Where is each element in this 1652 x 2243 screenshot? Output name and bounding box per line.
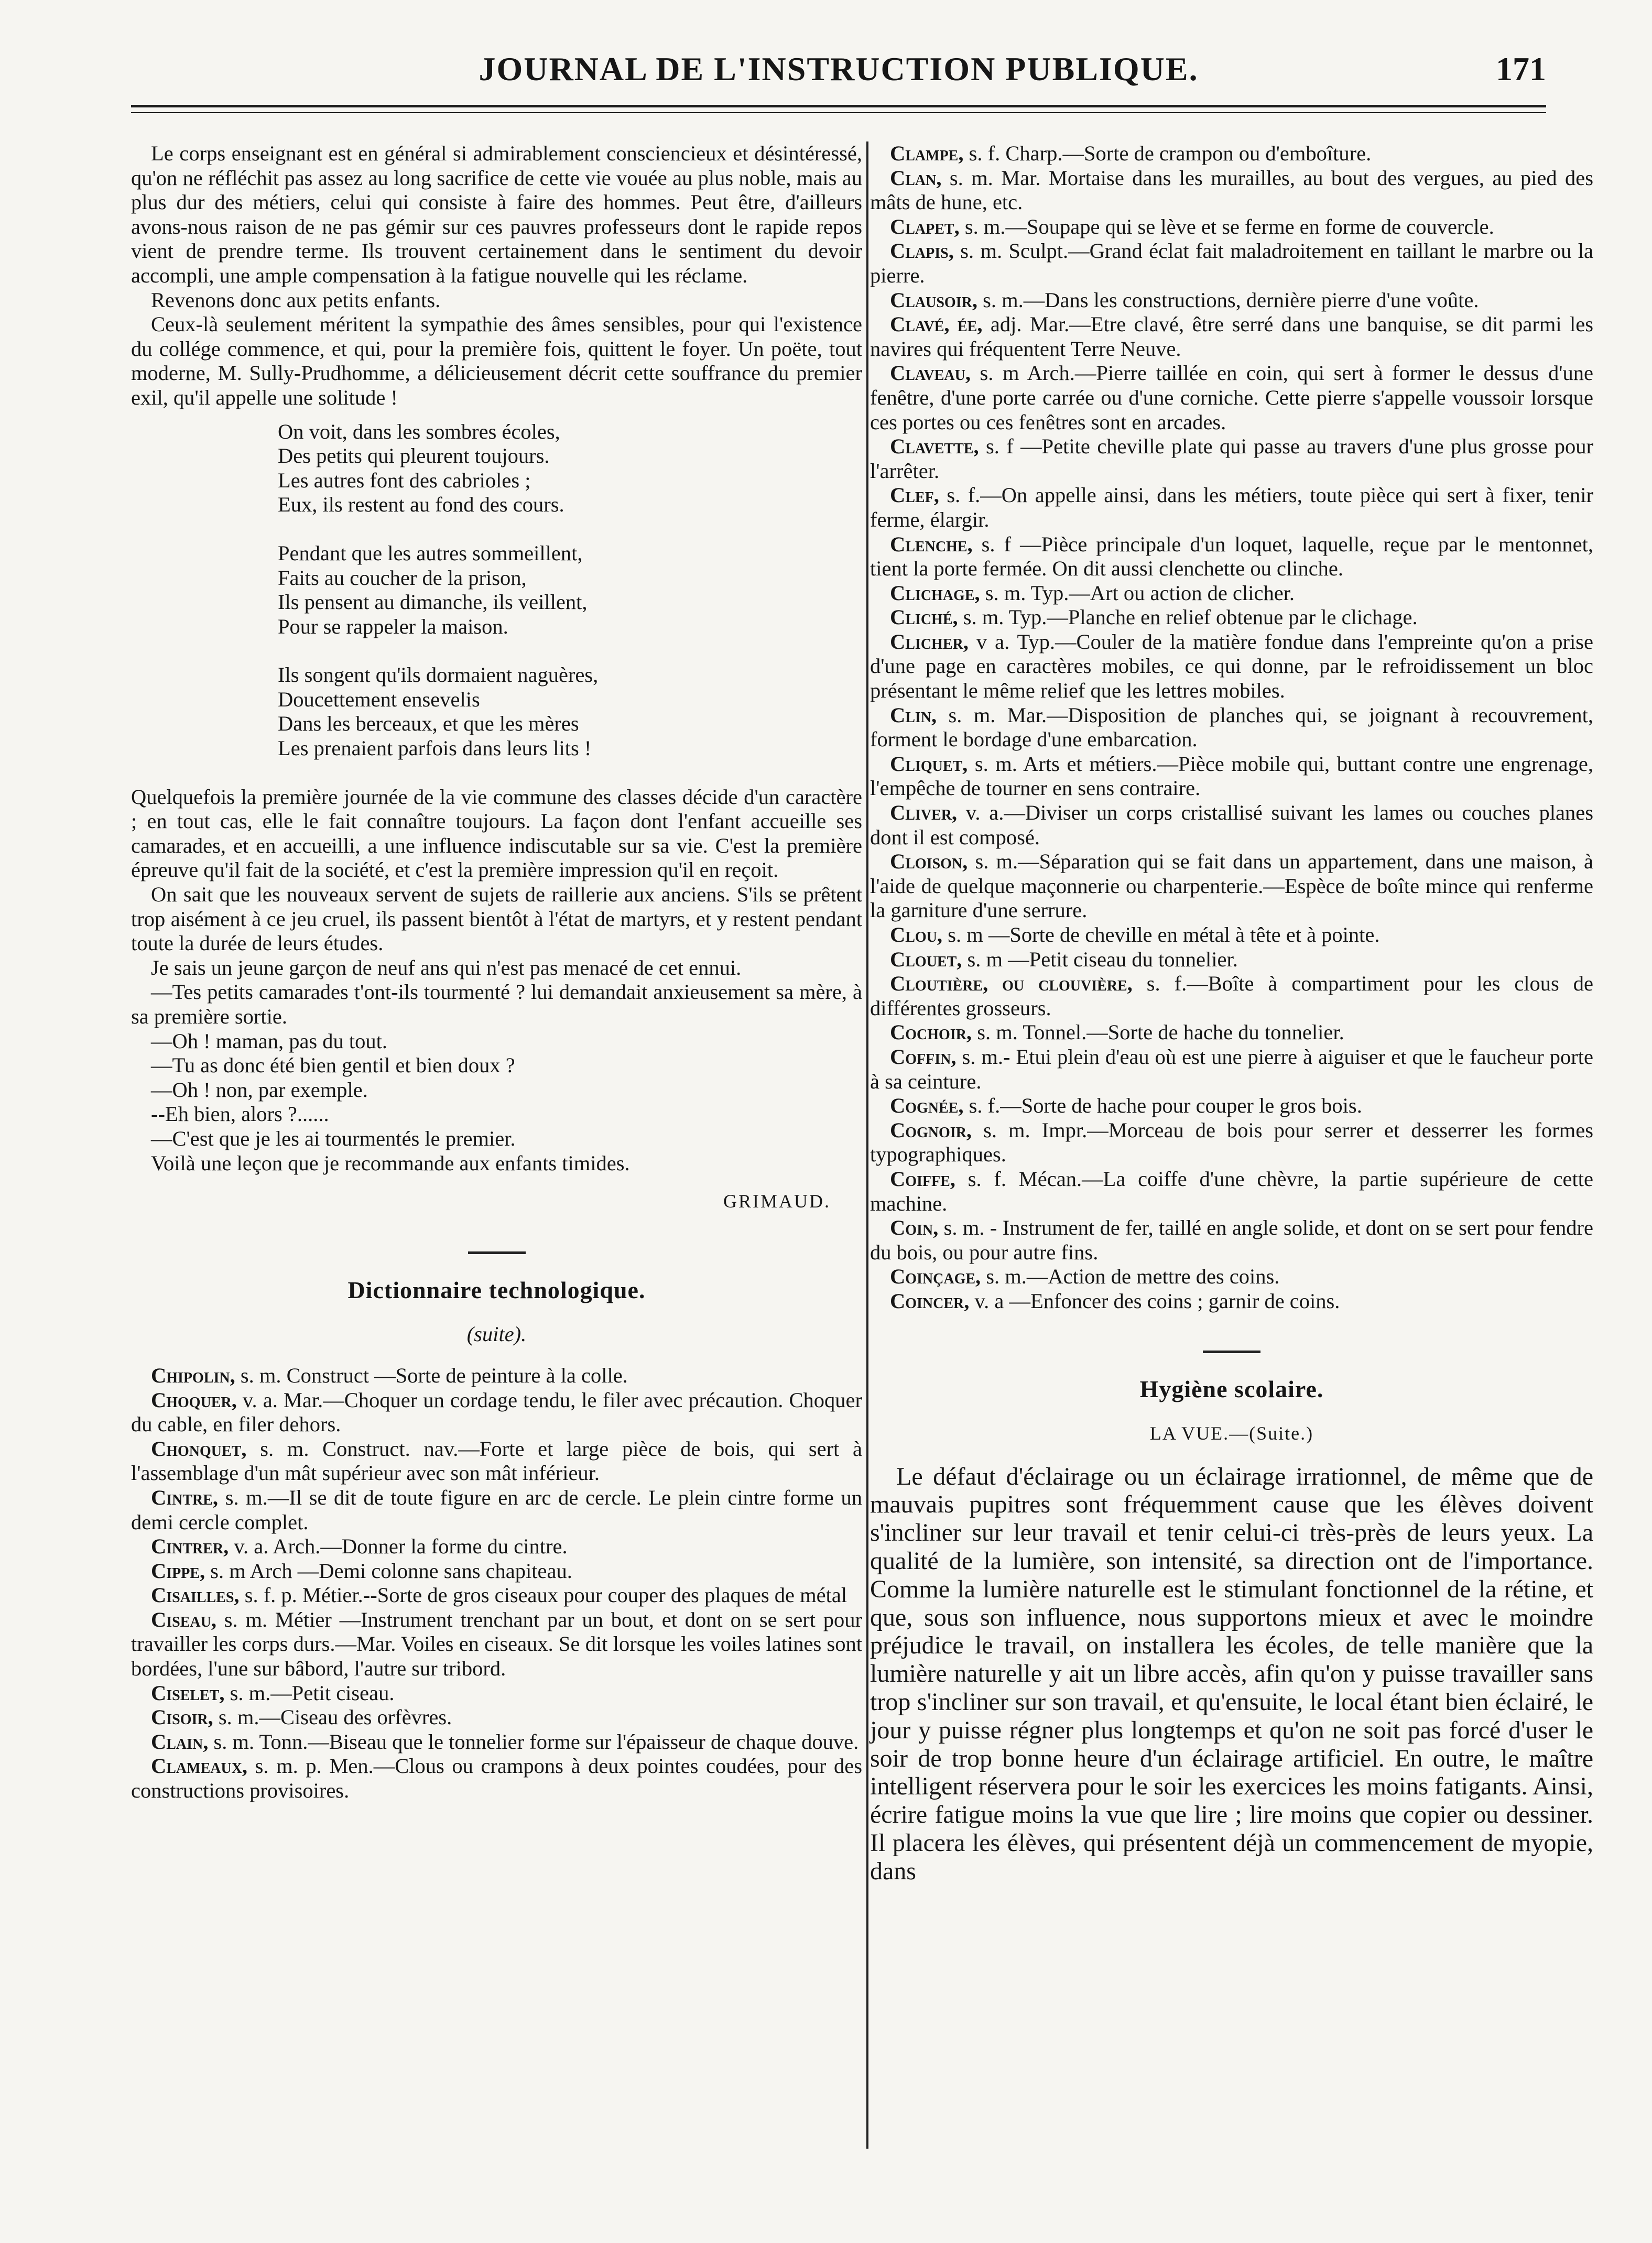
entry-definition: s. m. Sculpt.—Grand éclat fait maladroitement en taillant le marbre ou la pierre. bbox=[870, 239, 1593, 287]
poem-stanza bbox=[278, 663, 862, 760]
entry-definition: s. f. Mécan.—La coiffe d'une chèvre, la partie supérieure de cette machine. bbox=[870, 1167, 1593, 1215]
entry-headword: Cisailles, bbox=[151, 1583, 240, 1607]
entry-definition: s. m.—Séparation qui se fait dans un appartement, dans une maison, à l'aide de quelque maçonnerie ou charpenterie.—Espèce de boîte mince qui renferme la garniture d'une serrure. bbox=[870, 850, 1593, 922]
entry-definition: s. m. - Instrument de fer, taillé en angle solide, et dont on se sert pour fendre du bois, ou pour autre fins. bbox=[870, 1216, 1593, 1264]
entry-definition: v. a.—Diviser un corps cristallisé suivant les lames ou couches planes dont il est composé. bbox=[870, 801, 1593, 849]
article-paragraph: —Tu as donc été bien gentil et bien doux ? bbox=[151, 1053, 515, 1077]
dictionary-entry bbox=[870, 850, 1593, 923]
poem-line: Des petits qui pleurent toujours. bbox=[278, 444, 550, 468]
dictionary-entry bbox=[131, 1559, 862, 1584]
entry-definition: s. m —Petit ciseau du tonnelier. bbox=[962, 947, 1238, 971]
entry-headword: Cognée, bbox=[890, 1094, 964, 1118]
entry-headword: Clou, bbox=[890, 923, 943, 946]
entry-definition: s. m. Construct. nav.—Forte et large pièce de bois, qui sert à l'assemblage d'un mât supérieur avec son mât inférieur. bbox=[131, 1436, 862, 1485]
entry-headword: Choquer, bbox=[151, 1388, 237, 1412]
dictionary-entry bbox=[131, 1583, 862, 1608]
dictionary-entry bbox=[870, 239, 1593, 288]
dictionary-entry bbox=[870, 532, 1593, 581]
entry-headword: Coiffe, bbox=[890, 1167, 955, 1191]
dictionary-entry bbox=[131, 1437, 862, 1486]
entry-headword: Clavé, ée, bbox=[890, 312, 983, 336]
section-separator bbox=[468, 1251, 526, 1254]
article-paragraph: On sait que les nouveaux servent de sujets de raillerie aux anciens. S'ils se prêtent trop aisément à ce jeu cruel, ils passent bientôt à l'état de martyrs, et y restent pendant toute la durée de leurs études. bbox=[131, 883, 862, 955]
entry-headword: Clavette, bbox=[890, 434, 979, 459]
column-divider bbox=[866, 141, 868, 2149]
dictionary-entries bbox=[131, 1364, 862, 1803]
entry-headword: Clameaux, bbox=[151, 1754, 248, 1778]
header-rule-thick bbox=[131, 105, 1546, 107]
entry-headword: Coinçage, bbox=[890, 1265, 981, 1289]
dictionary-entry bbox=[870, 1289, 1593, 1314]
dictionary-entry bbox=[870, 703, 1593, 752]
journal-title: JOURNAL DE L'INSTRUCTION PUBLIQUE. bbox=[479, 50, 1199, 88]
entry-headword: Clapet, bbox=[890, 214, 960, 238]
dictionary-entry bbox=[131, 1754, 862, 1803]
entry-headword: Cliver, bbox=[890, 801, 958, 825]
entry-definition: s. m Arch.—Pierre taillée en coin, qui sert à former le dessus d'une fenêtre, d'une porte carrée ou d'une corniche. Cette pierre s'appelle voussoir lorsque ces portes ou ces fenêtres sont en arcades. bbox=[870, 361, 1593, 434]
dictionary-entry bbox=[870, 1216, 1593, 1265]
entry-definition: s. m Arch —Demi colonne sans chapiteau. bbox=[205, 1559, 572, 1583]
dictionary-entry bbox=[131, 1534, 862, 1559]
section-separator bbox=[1203, 1351, 1260, 1353]
entry-definition: s. m. Typ.—Planche en relief obtenue par le clichage. bbox=[958, 605, 1418, 629]
entry-headword: Cognoir, bbox=[890, 1118, 972, 1142]
dictionary-entries bbox=[870, 141, 1593, 1314]
poem-line: Doucettement ensevelis bbox=[278, 687, 480, 711]
entry-definition: s. m.- Etui plein d'eau où est une pierre à aiguiser et que le faucheur porte à sa ceinture. bbox=[870, 1044, 1593, 1093]
entry-definition: s. m. Tonnel.—Sorte de hache du tonnelier. bbox=[972, 1020, 1344, 1044]
entry-definition: s. f.—Sorte de hache pour couper le gros bois. bbox=[963, 1094, 1362, 1118]
article-paragraph: --Eh bien, alors ?...... bbox=[151, 1102, 329, 1126]
entry-headword: Coffin, bbox=[890, 1044, 957, 1069]
entry-headword: Cloutière, ou clouvière, bbox=[890, 972, 1133, 996]
poem-line: On voit, dans les sombres écoles, bbox=[278, 419, 560, 443]
poem-line: Les autres font des cabrioles ; bbox=[278, 468, 531, 492]
hygiene-title: Hygiène scolaire. bbox=[1139, 1375, 1324, 1402]
entry-definition: s. m.—Dans les constructions, dernière pierre d'une voûte. bbox=[977, 288, 1479, 312]
dictionary-entry bbox=[131, 1388, 862, 1437]
entry-definition: s. m. Mar. Mortaise dans les murailles, au bout des vergues, au pied des mâts de hune, etc. bbox=[870, 166, 1593, 214]
dictionary-entry bbox=[131, 1364, 862, 1388]
intro-paragraph: Revenons donc aux petits enfants. bbox=[151, 288, 441, 312]
entry-definition: adj. Mar.—Etre clavé, être serré dans une banquise, se dit parmi les navires qui fréquentent Terre Neuve. bbox=[870, 312, 1593, 361]
entry-headword: Ciseau, bbox=[151, 1607, 216, 1631]
dictionary-entry bbox=[870, 1118, 1593, 1167]
entry-headword: Chipolin, bbox=[151, 1363, 235, 1387]
article-paragraph: Je sais un jeune garçon de neuf ans qui n'est pas menacé de cet ennui. bbox=[151, 955, 742, 979]
header-rule-thin bbox=[131, 112, 1546, 113]
dictionary-entry bbox=[870, 215, 1593, 239]
entry-definition: s. m. Métier —Instrument trenchant par un bout, et dont on se sert pour travailler les corps durs.—Mar. Voiles en ciseaux. Se dit lorsque les voiles latines sont bordées, l'une sur bâbord, l'autre sur tribord. bbox=[131, 1607, 862, 1681]
entry-definition: v. a. Mar.—Choquer un cordage tendu, le filer avec précaution. Choquer du cable, en filer dehors. bbox=[131, 1388, 862, 1436]
hygiene-body bbox=[870, 1463, 1593, 1886]
entry-definition: s. m.—Ciseau des orfèvres. bbox=[213, 1705, 452, 1729]
article-paragraph: Voilà une leçon que je recommande aux enfants timides. bbox=[151, 1151, 630, 1175]
entry-definition: s. m. Construct —Sorte de peinture à la colle. bbox=[235, 1363, 628, 1387]
intro-paragraph: Le corps enseignant est en général si admirablement consciencieux et désintéressé, qu'on ne réfléchit pas assez au long sacrifice de cette vie vouée au plus noble, mais au plus dur des métiers, celui qui consiste à faire des hommes. Peut être, d'ailleurs avons-nous raison de ne pas gémir sur ces pauvres professeurs dont le rapide repos vient de prendre terme. Ils trouvent certainement dans le sentiment du devoir accompli, une ample compensation à la fatigue nouvelle qui les réclame. bbox=[131, 141, 862, 287]
page-number: 171 bbox=[1496, 50, 1546, 88]
article-paragraph: Quelquefois la première journée de la vie commune des classes décide d'un caractère ; en tout cas, elle le fait connaître toujours. La façon dont l'enfant accueille ses camarades, et en accueilli, a une influence indiscutable sur sa vie. C'est la première épreuve qu'il fait de la société, et c'est la première impression qu'il en reçoit. bbox=[131, 785, 862, 882]
dictionary-entry bbox=[870, 312, 1593, 361]
poem-stanza bbox=[278, 420, 862, 517]
dictionary-entry bbox=[870, 1167, 1593, 1216]
entry-definition: s. f.—Boîte à compartiment pour les clous de différentes grosseurs. bbox=[870, 972, 1593, 1020]
entry-headword: Cippe, bbox=[151, 1559, 205, 1583]
poem-line: Ils songent qu'ils dormaient naguères, bbox=[278, 663, 599, 687]
entry-headword: Cintrer, bbox=[151, 1534, 229, 1559]
entry-headword: Clausoir, bbox=[890, 288, 977, 312]
entry-headword: Cliquet, bbox=[890, 752, 968, 776]
poem-line: Dans les berceaux, et que les mères bbox=[278, 712, 579, 736]
dictionary-entry bbox=[870, 483, 1593, 532]
entry-headword: Clichage, bbox=[890, 581, 980, 605]
intro-paragraph: Ceux-là seulement méritent la sympathie des âmes sensibles, pour qui l'existence du collége commence, et qui, pour la première fois, quittent le foyer. Un poëte, tout moderne, M. Sully-Prudhomme, a délicieusement décrit cette souffrance du premier exil, qu'il appelle une solitude ! bbox=[131, 312, 862, 409]
entry-headword: Chonquet, bbox=[151, 1436, 247, 1461]
dictionary-entry bbox=[870, 972, 1593, 1020]
poem-line: Ils pensent au dimanche, ils veillent, bbox=[278, 590, 588, 614]
entry-definition: s. m.—Petit ciseau. bbox=[224, 1681, 395, 1705]
dictionary-entry bbox=[870, 1045, 1593, 1094]
dictionary-entry bbox=[131, 1705, 862, 1730]
dictionary-entry bbox=[131, 1681, 862, 1706]
dictionary-entry bbox=[870, 752, 1593, 801]
entry-definition: s. m. Arts et métiers.—Pièce mobile qui, buttant contre une engrenage, l'empêche de tourner en sens contraire. bbox=[870, 752, 1593, 800]
poem-line: Faits au coucher de la prison, bbox=[278, 565, 527, 590]
right-column bbox=[870, 141, 1593, 1886]
entry-headword: Clef, bbox=[890, 483, 939, 507]
entry-headword: Claveau, bbox=[890, 361, 971, 385]
entry-definition: s. m. Impr.—Morceau de bois pour serrer et desserrer les formes typographiques. bbox=[870, 1118, 1593, 1167]
hygiene-paragraph: Le défaut d'éclairage ou un éclairage irrationnel, de même que de mauvais pupitres sont fréquemment cause que les élèves doivent s'incliner sur leur travail et tenir celui-ci très-près de leurs yeux. La qualité de la lumière, son intensité, sa direction ont de l'importance. Comme la lumière naturelle est le stimulant fonctionnel de la rétine, et que, sous son influence, nous supportons mieux et avec le moindre préjudice le travail, on installera les écoles, de telle manière que la lumière naturelle y ait un libre accès, afin qu'on y puisse travailler sans trop s'incliner sur son travail, et qu'ensuite, le local étant bien éclairé, le jour y puisse régner plus longtemps et qu'on ne soit pas forcé d'user le soir de trop bonne heure d'un éclairage artificiel. En outre, le maître intelligent réservera pour le soir les exercices les moins fatigants. Ainsi, écrire fatigue moins la vue que lire ; lire moins que copier ou dessiner. Il placera les élèves, qui présentent déjà un commencement de myopie, dans bbox=[870, 1462, 1593, 1885]
entry-definition: v. a —Enfoncer des coins ; garnir de coins. bbox=[969, 1289, 1340, 1313]
entry-headword: Cochoir, bbox=[890, 1020, 972, 1044]
entry-headword: Clouet, bbox=[890, 947, 962, 971]
poem-line: Pour se rappeler la maison. bbox=[278, 614, 508, 638]
entry-definition: s. m. Tonn.—Biseau que le tonnelier forme sur l'épaisseur de chaque douve. bbox=[208, 1729, 859, 1754]
poem bbox=[131, 420, 862, 761]
dictionary-entry bbox=[870, 581, 1593, 606]
entry-headword: Clampe, bbox=[890, 141, 964, 165]
poem-line: Eux, ils restent au fond des cours. bbox=[278, 493, 564, 517]
article-body bbox=[131, 785, 862, 1176]
entry-definition: s. m. Typ.—Art ou action de clicher. bbox=[980, 581, 1295, 605]
entry-definition: v a. Typ.—Couler de la matière fondue dans l'empreinte qu'on a prise d'une page en caractères mobiles, ce qui donne, par le refroidissement un bloc présentant le même relief que les lettres mobiles. bbox=[870, 629, 1593, 703]
entry-definition: s. m. p. Men.—Clous ou crampons à deux pointes coudées, pour des constructions provisoires. bbox=[131, 1754, 862, 1803]
entry-headword: Clicher, bbox=[890, 629, 969, 654]
entry-headword: Cintre, bbox=[151, 1485, 219, 1509]
author-signature: GRIMAUD. bbox=[723, 1191, 831, 1212]
entry-headword: Clin, bbox=[890, 703, 937, 727]
dictionary-entry bbox=[870, 605, 1593, 630]
article-paragraph: —Tes petits camarades t'ont-ils tourmenté ? lui demandait anxieusement sa mère, à sa première sortie. bbox=[131, 980, 862, 1028]
dictionary-entry bbox=[131, 1608, 862, 1681]
article-paragraph: —Oh ! non, par exemple. bbox=[151, 1077, 368, 1102]
entry-definition: s. m. Mar.—Disposition de planches qui, se joignant à recouvrement, forment le bordage d'une embarcation. bbox=[870, 703, 1593, 752]
dictionary-entry bbox=[870, 1265, 1593, 1289]
dictionary-entry bbox=[870, 141, 1593, 166]
entry-definition: s. f.—On appelle ainsi, dans les métiers, toute pièce qui sert à fixer, tenir ferme, élargir. bbox=[870, 483, 1593, 531]
entry-definition: s. m.—Soupape qui se lève et se ferme en forme de couvercle. bbox=[959, 214, 1494, 238]
entry-headword: Ciselet, bbox=[151, 1681, 225, 1705]
entry-headword: Cliché, bbox=[890, 605, 958, 629]
entry-headword: Cloison, bbox=[890, 850, 968, 874]
entry-headword: Coincer, bbox=[890, 1289, 970, 1313]
page-header bbox=[131, 50, 1546, 97]
entry-definition: s. f —Pièce principale d'un loquet, laquelle, reçue par le mentonnet, tient la porte fermée. On dit aussi clenchette ou clinche. bbox=[870, 532, 1593, 581]
poem-line: Pendant que les autres sommeillent, bbox=[278, 541, 583, 565]
dictionary-entry bbox=[870, 361, 1593, 434]
entry-headword: Clapis, bbox=[890, 239, 954, 263]
entry-definition: s. f. Charp.—Sorte de crampon ou d'emboîture. bbox=[963, 141, 1372, 165]
entry-definition: s. f —Petite cheville plate qui passe au travers d'une plus grosse pour l'arrêter. bbox=[870, 434, 1593, 483]
dictionary-entry bbox=[870, 630, 1593, 703]
article-paragraph: —C'est que je les ai tourmentés le premier. bbox=[151, 1126, 516, 1150]
article-paragraph: —Oh ! maman, pas du tout. bbox=[151, 1029, 388, 1053]
entry-headword: Coin, bbox=[890, 1216, 939, 1240]
dictionary-entry bbox=[870, 948, 1593, 972]
entry-definition: v. a. Arch.—Donner la forme du cintre. bbox=[229, 1534, 568, 1559]
entry-definition: s. m —Sorte de cheville en métal à tête et à pointe. bbox=[942, 923, 1380, 946]
entry-headword: Clan, bbox=[890, 166, 942, 190]
entry-headword: Clain, bbox=[151, 1729, 209, 1754]
dictionary-entry bbox=[870, 166, 1593, 215]
dictionary-entry bbox=[870, 288, 1593, 313]
dictionary-entry bbox=[131, 1486, 862, 1534]
poem-line: Les prenaient parfois dans leurs lits ! bbox=[278, 736, 592, 760]
entry-definition: s. f. p. Métier.--Sorte de gros ciseaux pour couper des plaques de métal bbox=[239, 1583, 847, 1607]
hygiene-subtitle: LA VUE.—(Suite.) bbox=[1149, 1423, 1314, 1444]
entry-headword: Clenche, bbox=[890, 532, 973, 556]
dictionary-entry bbox=[870, 1020, 1593, 1045]
dictionary-entry bbox=[870, 923, 1593, 948]
poem-stanza bbox=[278, 541, 862, 639]
entry-headword: Cisoir, bbox=[151, 1705, 213, 1729]
left-column bbox=[131, 141, 862, 1803]
dictionary-entry bbox=[870, 1094, 1593, 1118]
dictionary-subtitle: (suite). bbox=[466, 1322, 527, 1346]
entry-definition: s. m.—Action de mettre des coins. bbox=[981, 1265, 1280, 1289]
dictionary-entry bbox=[870, 434, 1593, 483]
dictionary-entry bbox=[870, 801, 1593, 850]
entry-definition: s. m.—Il se dit de toute figure en arc de cercle. Le plein cintre forme un demi cercle complet. bbox=[131, 1485, 862, 1534]
dictionary-title: Dictionnaire technologique. bbox=[347, 1276, 646, 1303]
dictionary-entry bbox=[131, 1730, 862, 1755]
